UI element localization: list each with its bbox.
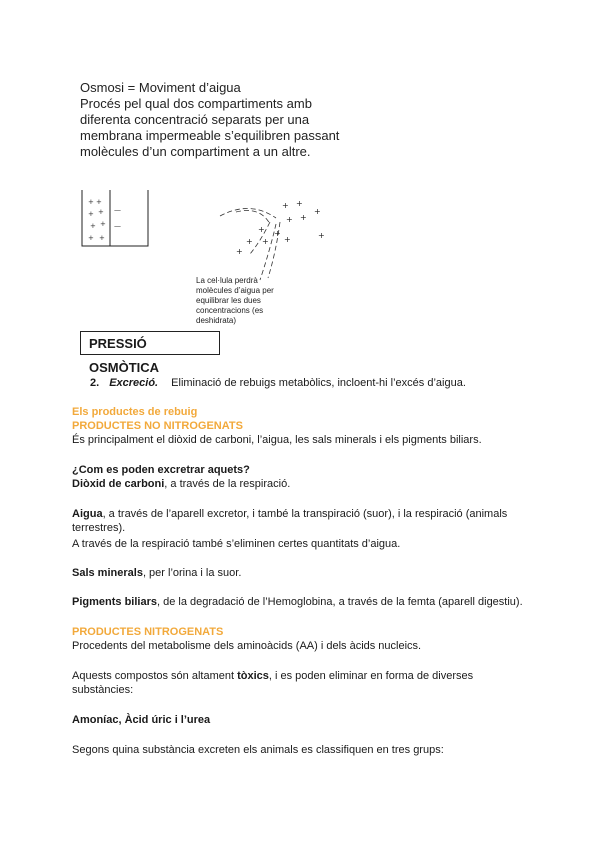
svg-text:+: + [100,220,106,228]
svg-text:+: + [88,210,94,218]
sals-text: , per l’orina i la suor. [142,567,242,579]
svg-text:+: + [318,231,325,240]
osmosi-line: Procés pel qual dos compartiments amb [80,96,312,111]
no-nitrogenats-text: És principalment el diòxid de carboni, l’aigua, les sals minerals i els pigments biliars. [72,434,482,446]
amoniac-heading: Amoníac, Àcid úric i l’urea [72,714,211,726]
heading-no-nitrogenats: PRODUCTES NO NITROGENATS [72,420,243,432]
svg-text:+: + [99,234,105,242]
aigua-term: Aigua [72,508,103,520]
heading-productes-rebuig: Els productes de rebuig [72,406,198,418]
svg-text:—: — [114,206,121,214]
svg-text:—: — [114,222,121,230]
toxics-line-2: substàncies: [72,684,134,696]
dioxid-text: , a través de la respiració. [164,478,291,490]
dioxid-term: Diòxid de carboni [72,478,165,490]
osmosi-line: membrana impermeable s’equilibren passant [80,128,340,143]
osmosi-paragraph [80,80,339,160]
svg-text:+: + [314,207,321,216]
svg-text:+: + [300,213,307,222]
svg-text:+: + [98,208,104,216]
segons-text: Segons quina substància excreten els animals es classifiquen en tres grups: [72,744,444,756]
svg-text:+: + [296,199,303,208]
heading-nitrogenats: PRODUCTES NITROGENATS [72,626,224,638]
aigua-line [72,507,507,521]
sals-term: Sals minerals [72,567,143,579]
diagram-note [196,276,274,326]
svg-text:+: + [96,198,102,206]
svg-text:+: + [88,234,94,242]
item-number: 2. [90,377,100,389]
excrecio-text: Eliminació de rebuigs metabòlics, incloent-hi l’excés d’aigua. [168,377,466,389]
cell-membrane-diagram [210,192,340,282]
osmosi-line: diferenta concentració separats per una [80,112,310,127]
svg-text:+: + [284,235,291,244]
question-excretar: ¿Com es poden excretrar aquets? [72,464,250,476]
note-line: deshidrata) [196,316,237,325]
svg-text:+: + [88,198,94,206]
note-line: equilibrar les dues [196,296,261,305]
nitrogenats-text: Procedents del metabolisme dels aminoàcids (AA) i dels àcids nucleics. [72,640,422,652]
excrecio-item [90,376,466,390]
svg-text:+: + [282,201,289,210]
note-line: La cel·lula perdrà [196,276,258,285]
pressio-osmotica-box: PRESSIÓ OSMÒTICA [80,331,220,355]
dioxid-line [72,477,290,491]
note-line: concentracions (es [196,306,264,315]
toxics-text: , i es poden eliminar en forma de diverses [268,670,474,682]
pigments-term: Pigments biliars [72,596,157,608]
aigua-text: , a través de l’aparell excretor, i també la transpiració (suor), i la respiració (animals [102,508,508,520]
osmosi-line: molècules d’un compartiment a un altre. [80,144,311,159]
excrecio-term: Excreció. [109,377,159,389]
svg-text:+: + [246,237,253,246]
svg-text:+: + [90,222,96,230]
svg-text:+: + [286,215,293,224]
osmosis-beaker-diagram [80,188,150,248]
pigments-line [72,595,523,609]
aigua-line-3: A través de la respiració també s’eliminen certes quantitats d’aigua. [72,538,401,550]
svg-text:+: + [236,247,243,256]
aigua-line-2: terrestres). [72,522,126,534]
note-line: molècules d’aigua per [196,286,274,295]
toxics-line [72,669,473,683]
sals-line [72,566,241,580]
pigments-text: , de la degradació de l’Hemoglobina, a través de la femta (aparell digestiu). [156,596,523,608]
toxics-pre: Aquests compostos són altament [72,670,238,682]
svg-text:+: + [258,225,265,234]
svg-text:+: + [274,229,281,238]
toxics-term: tòxics [237,670,269,682]
svg-text:+: + [262,237,269,246]
osmosi-line: Osmosi = Moviment d’aigua [80,80,241,95]
